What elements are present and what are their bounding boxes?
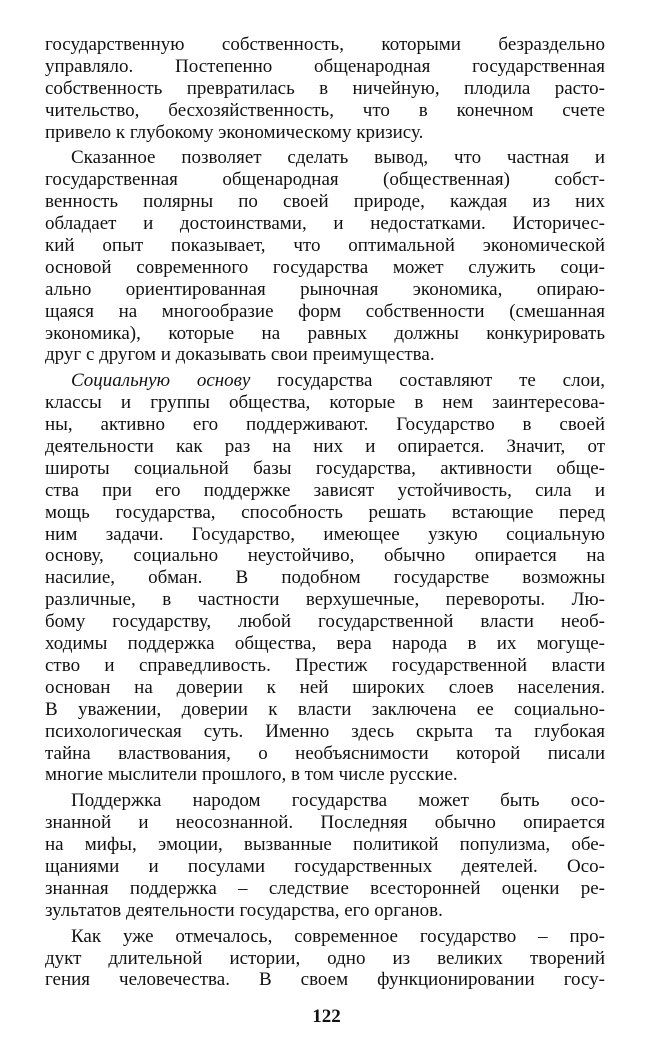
text-line: мощь государства, способность решать встающие перед <box>45 501 605 523</box>
paragraph-1 <box>45 34 605 143</box>
text-line: В уважении, доверии к власти заключена ее социально- <box>45 698 605 720</box>
text-line: щаниями и посулами государственных деятелей. Осо- <box>45 855 605 877</box>
text-line: психологическая суть. Именно здесь скрыта та глубокая <box>45 720 605 742</box>
page-body <box>45 34 605 991</box>
text-line: многие мыслители прошлого, в том числе русские. <box>45 764 458 786</box>
paragraph-4 <box>45 790 605 921</box>
text-line: ства при его поддержке зависят устойчивость, сила и <box>45 479 605 501</box>
text-line: на мифы, эмоции, вызванные политикой популизма, обе- <box>45 834 605 856</box>
text-line: привело к глубокому экономическому кризису. <box>45 121 424 143</box>
paragraph-2 <box>45 147 605 366</box>
paragraph-3 <box>45 370 605 786</box>
text-line: собственность превратилась в ничейную, плодила расто- <box>45 77 605 99</box>
text-line: знанная поддержка – следствие всесторонней оценки ре- <box>45 877 605 899</box>
text-line: управляло. Постепенно общенародная государственная <box>45 55 605 77</box>
page-number: 122 <box>312 1006 341 1027</box>
text-line: широты социальной базы государства, активности обще- <box>45 457 605 479</box>
text-line: Как уже отмечалось, современное государство – про- <box>71 925 605 947</box>
text-line: Сказанное позволяет сделать вывод, что частная и <box>71 147 605 169</box>
text-line: тайна властвования, о необъяснимости которой писали <box>45 742 605 764</box>
text-line: насилие, обман. В подобном государстве возможны <box>45 567 605 589</box>
text-line: ство и справедливость. Престиж государственной власти <box>45 654 605 676</box>
text-line: знанной и неосознанной. Последняя обычно опирается <box>45 812 605 834</box>
text-line: венность полярны по своей природе, каждая из них <box>45 191 605 213</box>
text-line: государственная общенародная (общественная) собст- <box>45 169 605 191</box>
text-line: государственную собственность, которыми безраздельно <box>45 34 605 55</box>
text-line-rest: государства составляют те слои, <box>250 370 605 392</box>
text-line: чительство, бесхозяйственность, что в конечном счете <box>45 99 605 121</box>
text-line: классы и группы общества, которые в нем заинтересова- <box>45 392 605 414</box>
text-line: ны, активно его поддерживают. Государство в своей <box>45 414 605 436</box>
text-line: друг с другом и доказывать свои преимущества. <box>45 344 435 366</box>
text-line: ально ориентированная рыночная экономика, опираю- <box>45 278 605 300</box>
text-line: обладает и достоинствами, и недостатками. Историчес- <box>45 213 605 235</box>
text-line: экономика), которые на равных должны конкурировать <box>45 322 605 344</box>
paragraph-5 <box>45 926 605 992</box>
text-line: дукт длительной истории, одно из великих творений <box>45 947 605 969</box>
text-line: основу, социально неустойчиво, обычно опирается на <box>45 545 605 567</box>
text-line: основан на доверии к ней широких слоев населения. <box>45 676 605 698</box>
text-line: основой современного государства может служить соци- <box>45 256 605 278</box>
text-line: ним задачи. Государство, имеющее узкую социальную <box>45 523 605 545</box>
text-line: ходимы поддержка общества, вера народа в их могуще- <box>45 633 605 655</box>
italic-term: Социальную основу <box>71 370 251 392</box>
text-line: щаяся на многообразие форм собственности (смешанная <box>45 300 605 322</box>
text-line: кий опыт показывает, что оптимальной экономической <box>45 235 605 257</box>
text-line <box>45 370 605 392</box>
text-line: различные, в частности верхушечные, перевороты. Лю- <box>45 589 605 611</box>
text-line: деятельности как раз на них и опирается. Значит, от <box>45 436 605 458</box>
text-line: бому государству, любой государственной власти необ- <box>45 611 605 633</box>
text-line: гения человечества. В своем функционировании госу- <box>45 969 605 991</box>
text-line: Поддержка народом государства может быть осо- <box>71 790 605 812</box>
text-line: зультатов деятельности государства, его органов. <box>45 899 443 921</box>
